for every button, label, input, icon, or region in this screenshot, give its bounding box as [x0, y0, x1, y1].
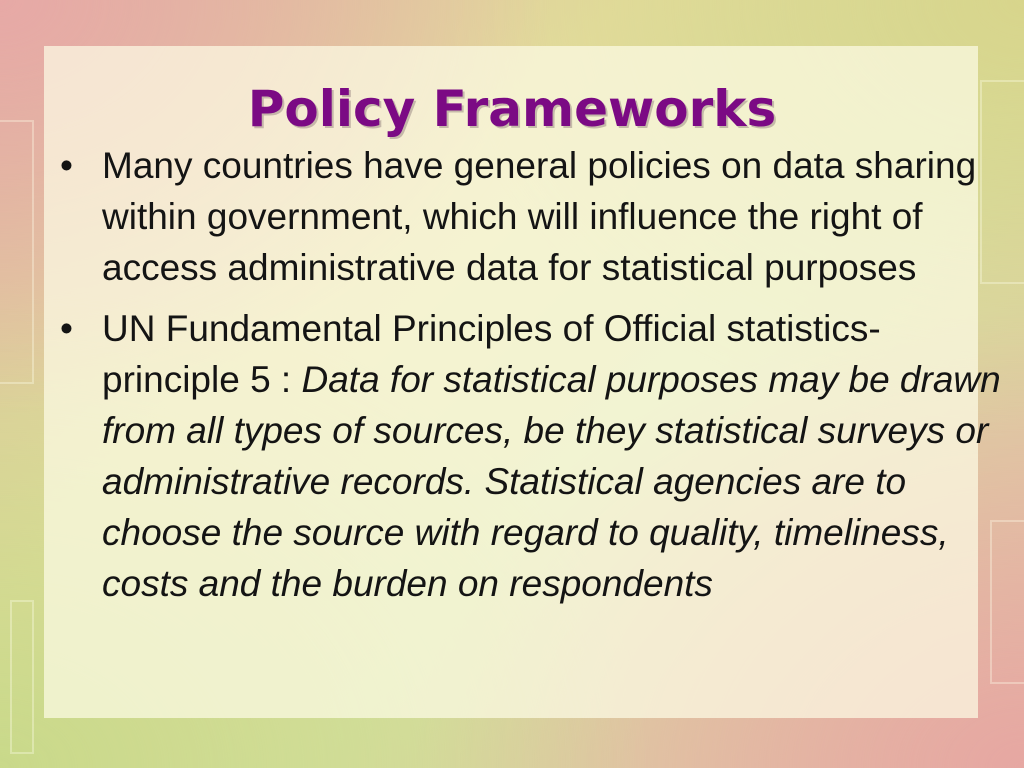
bullet-marker: • — [60, 308, 73, 349]
bullet-item — [60, 140, 1020, 293]
bullet-text: UN Fundamental Principles of Official statistics- principle 5 : — [102, 308, 881, 400]
bullet-text: Many countries have general policies on data sharing within government, which will influence the right of access administrative data for statistical purposes — [102, 145, 977, 288]
slide-title — [0, 80, 1024, 138]
background-line — [0, 120, 34, 384]
bullet-italic-quote: Data for statistical purposes may be drawn from all types of sources, be they statistical surveys or administrative records. Statistical agencies are to choose the source with regard to quality, timeliness, costs and the burden on respondents — [102, 359, 1001, 604]
bullet-item — [60, 303, 1020, 609]
background-line — [10, 600, 34, 754]
bullet-marker: • — [60, 145, 73, 186]
bullet-list — [60, 140, 1020, 619]
slide-title-text: Policy Frameworks — [247, 80, 777, 138]
